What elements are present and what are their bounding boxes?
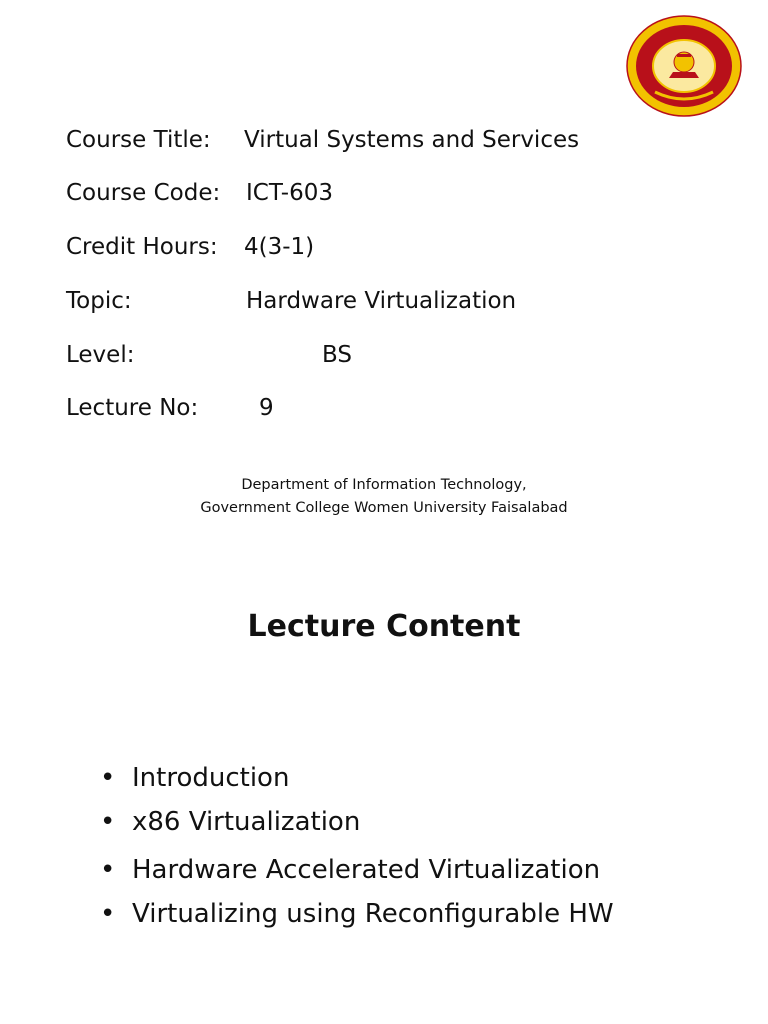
lecture-no-label: Lecture No: [66,395,199,421]
department-block [0,474,768,520]
course-title-label: Course Title: [66,127,211,153]
list-item-text: Virtualizing using Reconfigurable HW [132,899,614,929]
course-code-label: Course Code: [66,180,221,206]
credit-hours-label: Credit Hours: [66,234,218,260]
list-item-text: Hardware Accelerated Virtualization [132,855,601,885]
university-line: Government College Women University Faisalabad [200,500,568,516]
department-line: Department of Information Technology, [241,477,527,493]
bullet-icon: • [100,763,116,793]
bullet-icon: • [100,855,116,885]
list-item-text: Introduction [132,763,290,793]
university-seal-icon [625,14,743,118]
bullet-icon: • [100,807,116,837]
credit-hours-value: 4(3-1) [244,234,315,260]
list-item-text: x86 Virtualization [132,807,361,837]
topic-label: Topic: [66,288,132,314]
lecture-no-value: 9 [259,395,274,421]
course-code-value: ICT-603 [246,180,333,206]
bullet-icon: • [100,899,116,929]
level-value: BS [322,342,352,368]
lecture-content-heading: Lecture Content [247,609,521,644]
course-title-value: Virtual Systems and Services [244,127,580,153]
level-label: Level: [66,342,135,368]
topic-value: Hardware Virtualization [246,288,517,314]
